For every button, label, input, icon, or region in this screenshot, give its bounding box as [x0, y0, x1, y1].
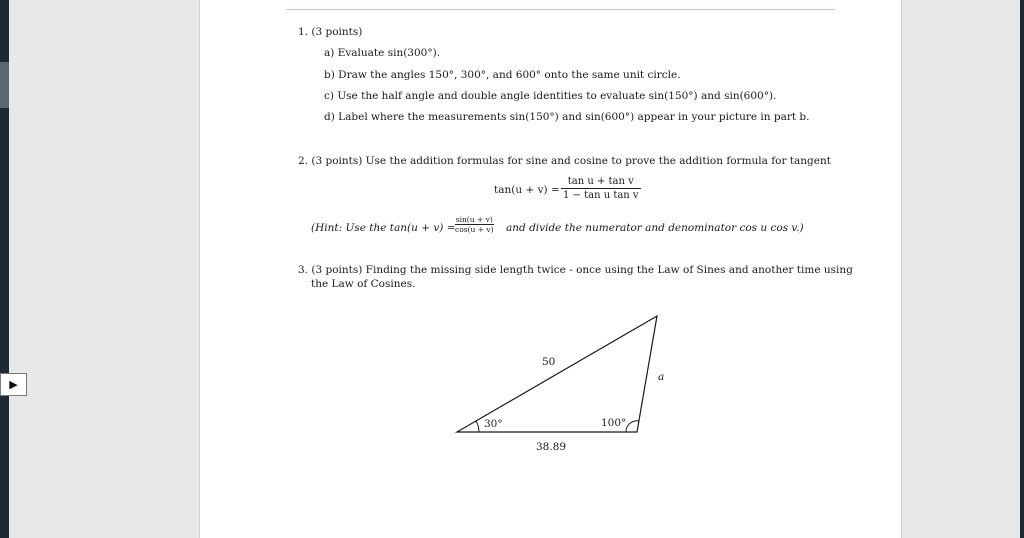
q2-formula-lhs: tan(u + v) =: [494, 184, 560, 196]
angle-arc-left: [476, 421, 479, 432]
q2-hint-denominator: cos(u + v): [455, 225, 494, 234]
q1-part-d: d) Label where the measurements sin(150°) and sin(600°) appear in your picture in part b.: [324, 111, 810, 123]
right-edge-strip: [1020, 0, 1024, 538]
q2-hint-numerator: sin(u + v): [455, 215, 493, 224]
q3-line2: the Law of Cosines.: [311, 278, 416, 290]
triangle-shape: [457, 316, 657, 432]
angle-label-100: 100°: [601, 417, 627, 429]
side-label-base: 38.89: [536, 441, 567, 453]
sidebar-highlight: [0, 62, 9, 108]
q3-line1: 3. (3 points) Finding the missing side length twice - once using the Law of Sines and another time using: [298, 264, 853, 276]
document-page: [199, 0, 902, 538]
triangle-figure: [200, 0, 903, 538]
angle-label-30: 30°: [484, 418, 503, 430]
side-label-a: a: [658, 371, 665, 383]
q2-hint-suffix: and divide the numerator and denominator cos u cos v.): [506, 222, 804, 234]
q1-heading: 1. (3 points): [298, 26, 363, 38]
q2-text: 2. (3 points) Use the addition formulas for sine and cosine to prove the addition formula for tangent: [298, 155, 831, 167]
side-label-50: 50: [542, 356, 556, 368]
left-sidebar-strip: [0, 0, 9, 538]
q2-formula-denominator: 1 − tan u tan v: [563, 190, 639, 201]
q1-part-c: c) Use the half angle and double angle identities to evaluate sin(150°) and sin(600°).: [324, 90, 777, 102]
q2-formula-numerator: tan u + tan v: [567, 176, 634, 187]
play-icon[interactable]: ▶: [0, 373, 27, 396]
q1-part-b: b) Draw the angles 150°, 300°, and 600° onto the same unit circle.: [324, 69, 681, 81]
q2-hint-prefix: (Hint: Use the tan(u + v) =: [311, 222, 456, 234]
q1-part-a: a) Evaluate sin(300°).: [324, 47, 441, 59]
